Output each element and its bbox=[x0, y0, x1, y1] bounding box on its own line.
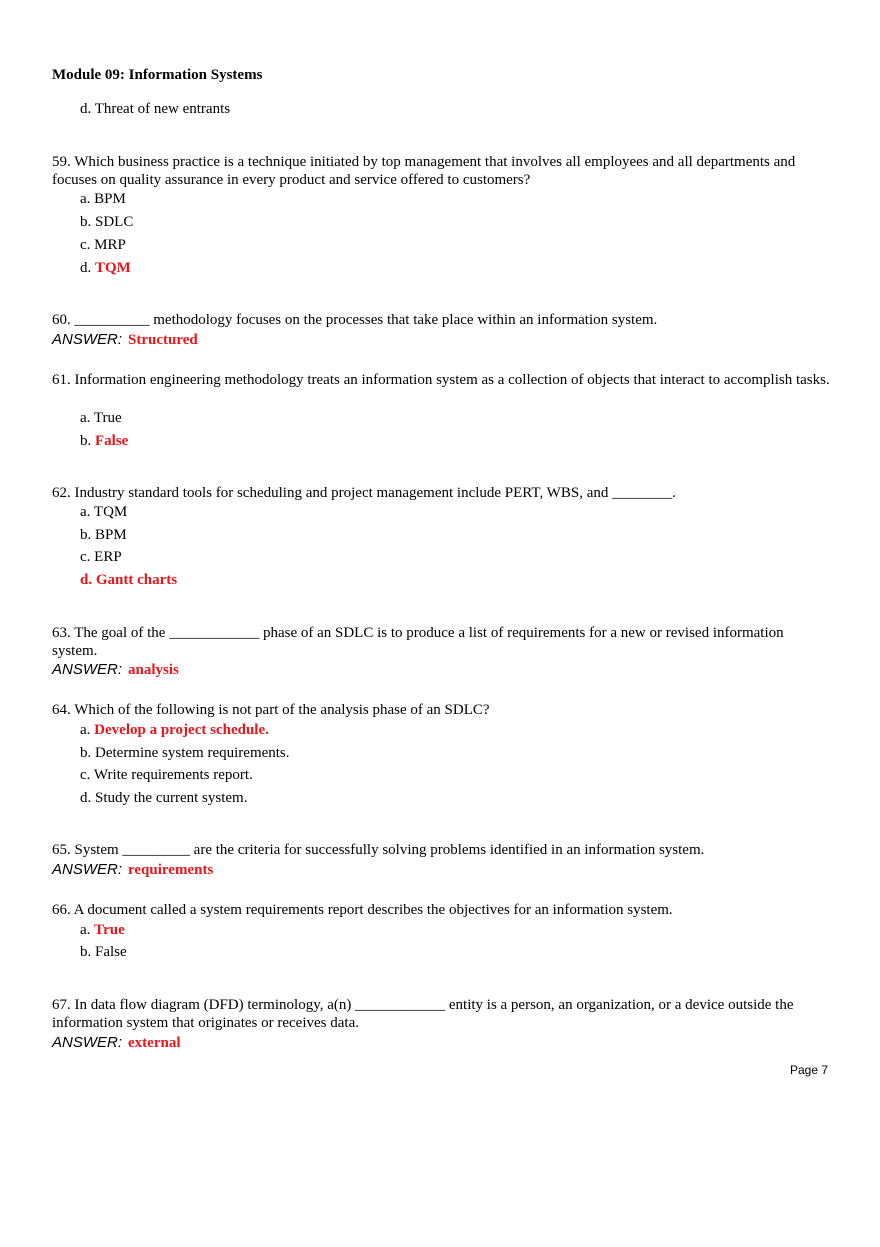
option-text: BPM bbox=[95, 527, 127, 543]
option-text: Write requirements report. bbox=[93, 767, 253, 783]
option-letter: b. bbox=[80, 745, 92, 761]
option-text: Study the current system. bbox=[95, 790, 248, 806]
question-64-stem: 64. Which of the following is not part of the analysis phase of an SDLC? bbox=[52, 702, 490, 718]
option-text: BPM bbox=[94, 191, 126, 207]
option-letter: c. bbox=[80, 767, 91, 783]
option-q59-a bbox=[80, 190, 126, 208]
option-letter: c. bbox=[80, 237, 91, 253]
question-66-stem: 66. A document called a system requirements report describes the objectives for an information system. bbox=[52, 902, 673, 918]
option-q62-b bbox=[80, 526, 127, 544]
question-63-stem: 63. The goal of the ____________ phase of an SDLC is to produce a list of requirements for a new or revised information system. bbox=[52, 625, 784, 659]
option-q61-a bbox=[80, 409, 122, 427]
option-letter: a. bbox=[80, 410, 91, 426]
option-q66-a-correct bbox=[80, 921, 125, 939]
correct-answer: False bbox=[95, 433, 129, 449]
option-q58-d: d. Threat of new entrants bbox=[80, 101, 231, 117]
option-letter: b. bbox=[80, 527, 92, 543]
option-text: SDLC bbox=[95, 214, 134, 230]
option-letter: c. bbox=[80, 549, 91, 565]
answer-row-q63 bbox=[52, 661, 179, 679]
option-text: False bbox=[95, 944, 127, 960]
correct-answer: Develop a project schedule. bbox=[94, 722, 269, 738]
option-letter: b. bbox=[80, 214, 92, 230]
answer-row-q67 bbox=[52, 1034, 181, 1052]
answer-label: ANSWER: bbox=[52, 331, 123, 348]
correct-answer: Gantt charts bbox=[95, 572, 178, 588]
option-q59-d-correct bbox=[80, 259, 131, 277]
option-letter: b. bbox=[80, 433, 92, 449]
correct-answer: Structured bbox=[128, 332, 198, 348]
answer-row-q65 bbox=[52, 861, 213, 879]
module-title: Module 09: Information Systems bbox=[52, 67, 263, 83]
option-q62-d-correct bbox=[80, 571, 177, 589]
option-letter: d. bbox=[80, 790, 92, 806]
correct-answer: analysis bbox=[128, 662, 179, 678]
question-59-stem: 59. Which business practice is a technique initiated by top management that involves all employees and all departments and focuses on quality assurance in every product and service offered to customers? bbox=[52, 154, 796, 188]
option-text: ERP bbox=[94, 549, 122, 565]
option-text: True bbox=[93, 410, 122, 426]
correct-answer: TQM bbox=[95, 260, 131, 276]
answer-label: ANSWER: bbox=[52, 661, 123, 678]
correct-answer: requirements bbox=[128, 862, 214, 878]
option-q61-b-correct bbox=[80, 432, 128, 450]
option-q64-c bbox=[80, 766, 253, 784]
option-text: MRP bbox=[94, 237, 126, 253]
option-q64-a-correct bbox=[80, 721, 269, 739]
option-q59-c bbox=[80, 236, 126, 254]
option-letter: d. bbox=[80, 572, 93, 588]
option-text: Determine system requirements. bbox=[95, 745, 290, 761]
question-60-stem: 60. __________ methodology focuses on the processes that take place within an information system. bbox=[52, 312, 658, 328]
option-q62-a bbox=[80, 503, 127, 521]
option-letter: d. bbox=[80, 260, 92, 276]
question-65-stem: 65. System _________ are the criteria for successfully solving problems identified in an information system. bbox=[52, 842, 705, 858]
option-letter: a. bbox=[80, 922, 91, 938]
option-q64-b bbox=[80, 744, 290, 762]
answer-label: ANSWER: bbox=[52, 861, 123, 878]
option-letter: a. bbox=[80, 504, 91, 520]
option-letter: b. bbox=[80, 944, 92, 960]
option-q64-d bbox=[80, 789, 247, 807]
correct-answer: True bbox=[94, 922, 125, 938]
option-q62-c bbox=[80, 548, 122, 566]
page-number: Page 7 bbox=[790, 1063, 829, 1077]
option-q59-b bbox=[80, 213, 133, 231]
answer-label: ANSWER: bbox=[52, 1034, 123, 1051]
question-62-stem: 62. Industry standard tools for scheduling and project management include PERT, WBS, and ________. bbox=[52, 485, 676, 501]
question-67-stem: 67. In data flow diagram (DFD) terminology, a(n) ____________ entity is a person, an organization, or a device outside the information system that originates or receives data. bbox=[52, 997, 794, 1031]
option-q66-b bbox=[80, 943, 127, 961]
option-letter: a. bbox=[80, 191, 91, 207]
correct-answer: external bbox=[128, 1035, 181, 1051]
option-letter: a. bbox=[80, 722, 91, 738]
question-61-stem: 61. Information engineering methodology treats an information system as a collection of objects that interact to accomplish tasks. bbox=[52, 372, 830, 388]
answer-row-q60 bbox=[52, 331, 198, 349]
option-text: TQM bbox=[93, 504, 128, 520]
